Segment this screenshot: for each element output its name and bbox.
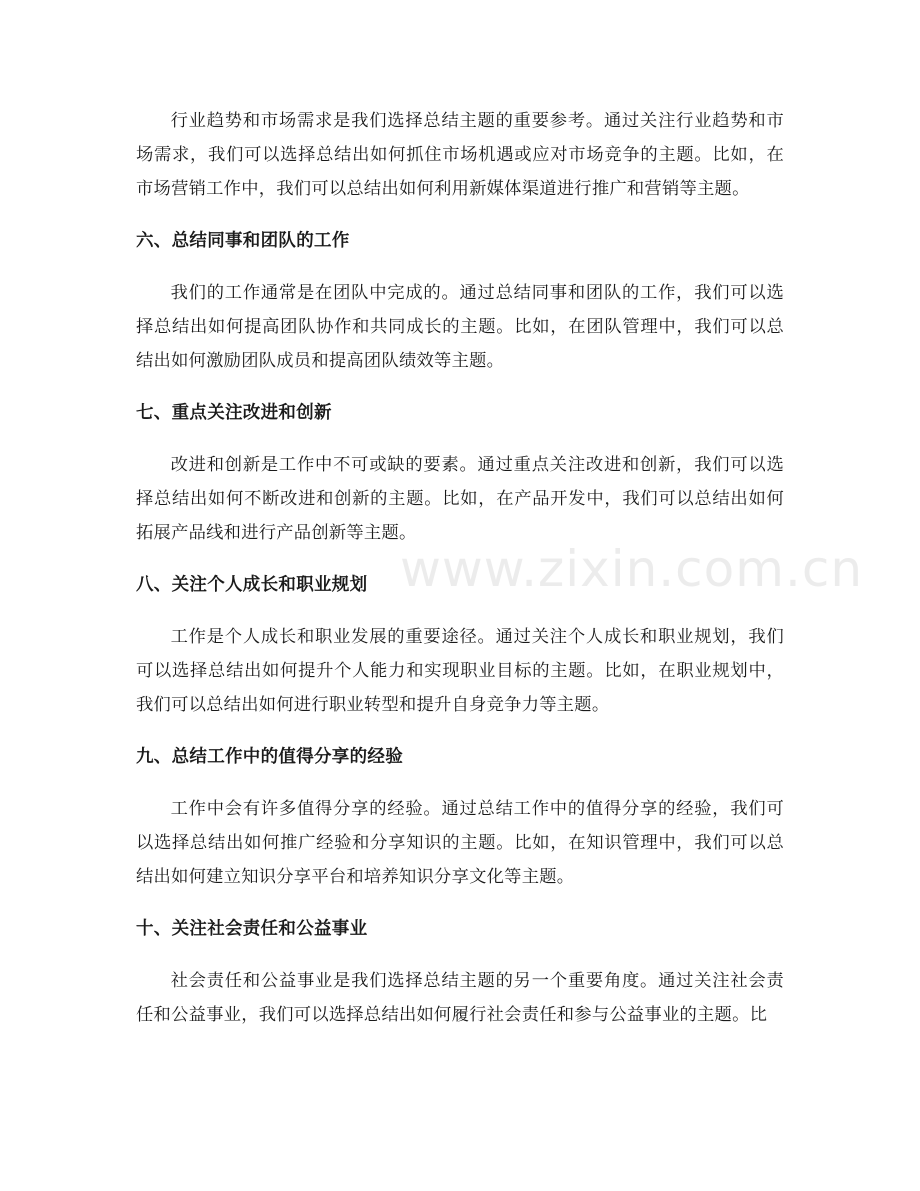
section-heading-7: 七、重点关注改进和创新: [136, 403, 332, 423]
watermark: www.zixin.com.cn: [400, 540, 864, 598]
section-heading-9: 九、总结工作中的值得分享的经验: [136, 747, 403, 767]
paragraph-social-responsibility: 社会责任和公益事业是我们选择总结主题的另一个重要角度。通过关注社会责任和公益事业，我们可以选择总结出如何履行社会责任和参与公益事业的主题。比: [136, 971, 784, 1025]
document-body: [136, 104, 784, 1050]
section-heading-6: 六、总结同事和团队的工作: [136, 231, 350, 251]
section-heading-10: 十、关注社会责任和公益事业: [136, 919, 368, 939]
paragraph-sharing-experience: 工作中会有许多值得分享的经验。通过总结工作中的值得分享的经验，我们可以选择总结出如何推广经验和分享知识的主题。比如，在知识管理中，我们可以总结出如何建立知识分享平台和培养知识分享文化等主题。: [136, 799, 784, 887]
paragraph-team-work: 我们的工作通常是在团队中完成的。通过总结同事和团队的工作，我们可以选择总结出如何提高团队协作和共同成长的主题。比如，在团队管理中，我们可以总结出如何激励团队成员和提高团队绩效等主题。: [136, 283, 784, 371]
section-heading-8: 八、关注个人成长和职业规划: [136, 575, 368, 595]
paragraph-industry-trends: 行业趋势和市场需求是我们选择总结主题的重要参考。通过关注行业趋势和市场需求，我们可以选择总结出如何抓住市场机遇或应对市场竞争的主题。比如，在市场营销工作中，我们可以总结出如何利用新媒体渠道进行推广和营销等主题。: [136, 111, 784, 199]
paragraph-improvement-innovation: 改进和创新是工作中不可或缺的要素。通过重点关注改进和创新，我们可以选择总结出如何不断改进和创新的主题。比如，在产品开发中，我们可以总结出如何拓展产品线和进行产品创新等主题。: [136, 455, 784, 543]
paragraph-career-planning: 工作是个人成长和职业发展的重要途径。通过关注个人成长和职业规划，我们可以选择总结出如何提升个人能力和实现职业目标的主题。比如，在职业规划中，我们可以总结出如何进行职业转型和提升自身竞争力等主题。: [136, 627, 784, 715]
